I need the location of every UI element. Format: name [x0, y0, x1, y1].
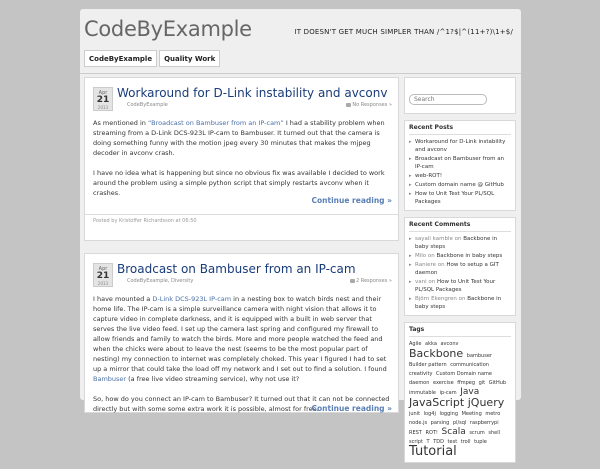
tag-link[interactable]: raspberrypi	[469, 420, 499, 426]
widget-title: Recent Posts	[409, 124, 511, 135]
date-year: 2013	[97, 281, 109, 286]
tag-link[interactable]: Meeting	[461, 411, 482, 417]
tag-link[interactable]: exercise	[433, 380, 454, 386]
recent-post-link[interactable]: ▸ Workaround for D-Link instability and avconv	[409, 138, 511, 154]
comment-author[interactable]: vani	[415, 279, 427, 285]
nav-tab-codebyexample[interactable]: CodeByExample	[84, 50, 157, 67]
comment-on: on	[428, 279, 436, 285]
comment-on: on	[458, 296, 466, 302]
comment-author[interactable]: Raniere	[415, 262, 436, 268]
tag-link[interactable]: troll	[460, 439, 471, 445]
main-nav	[84, 50, 220, 67]
tag-link[interactable]: JavaScript	[409, 396, 465, 409]
comment-post-link[interactable]: How to setup a GIT daemon	[415, 262, 499, 276]
post-title-link[interactable]: Broadcast on Bambuser from an IP-cam	[117, 262, 356, 276]
date-day: 21	[96, 271, 110, 281]
site-tagline: IT DOESN'T GET MUCH SIMPLER THAN /^1?$|^(11+?)\1+$/	[294, 28, 513, 36]
tag-link[interactable]: immutable	[409, 390, 436, 396]
recent-posts-widget	[404, 120, 516, 211]
tag-link[interactable]: tuple	[474, 439, 487, 445]
comment-post-link[interactable]: Backbone in baby steps	[415, 296, 502, 310]
tag-link[interactable]: junit	[409, 411, 421, 417]
tag-link[interactable]: Builder pattern	[409, 362, 447, 368]
tag-link[interactable]: test	[447, 439, 458, 445]
continue-reading-link[interactable]: Continue reading »	[311, 196, 392, 205]
tag-link[interactable]: log4j	[423, 411, 436, 417]
tag-link[interactable]: daemon	[409, 380, 430, 386]
post-article	[84, 77, 399, 241]
recent-comment-item	[409, 295, 511, 311]
tag-link[interactable]: Tutorial	[409, 444, 457, 459]
text-run: in a nesting box to watch birds nest and their home life. The IP-cam is a simple surveillance camera with night vision that allows it to capture video in complete darkness, and it is equipped with a built in web server that serves the live video feed. I set up the camera last spring and configured my firewall to allow friends and family to watch the birds. More and more people watched the feed and when the chicks were about to leave the nest (seems to be the most popular part of nesting) my connection to internet was completely choked. This year I figured I had to set up a mirror that could take the load off my network and I set out to find a solution. I found	[93, 295, 387, 373]
site-title[interactable]: CodeByExample	[84, 17, 252, 41]
recent-comment-item	[409, 261, 511, 277]
widget-title: Recent Comments	[409, 221, 511, 232]
main-content	[84, 77, 399, 413]
post-paragraph	[93, 118, 393, 158]
tag-link[interactable]: ffmpeg	[457, 380, 475, 386]
tag-link[interactable]: Backbone	[409, 347, 464, 360]
comment-bubble-icon	[346, 103, 351, 107]
comment-author[interactable]: Björn Ekengren	[415, 296, 457, 302]
inline-bambuser-link[interactable]: Bambuser	[93, 375, 127, 383]
responses-label: No Responses »	[352, 102, 392, 108]
post-title-link[interactable]: Workaround for D-Link instability and avconv	[117, 86, 388, 100]
sidebar	[404, 77, 516, 469]
text-run: I have mounted a	[93, 295, 153, 303]
comment-post-link[interactable]: How to Unit Test Your PL/SQL Packages	[415, 279, 496, 293]
text-run: So, how do you connect an IP-cam to Bambuser? It turned out that it can not be connected directly but with some some extra work it is possible, almost for free.	[93, 395, 390, 413]
inline-post-link[interactable]: “Broadcast on Bambuser from an IP-cam”	[147, 119, 284, 127]
search-widget	[404, 77, 516, 114]
tag-link[interactable]: T	[426, 439, 430, 445]
comment-bubble-icon	[350, 279, 355, 283]
widget-title: Tags	[409, 326, 511, 337]
inline-product-link[interactable]: D-Link DCS-923L IP-cam	[152, 295, 232, 303]
text-run: I have no idea what is happening but since no obvious fix was available I decided to work around the problem using a simple python script that simply restarts avconv when it crashes.	[93, 169, 385, 197]
page-container	[80, 9, 521, 459]
recent-post-link[interactable]: ▸ Custom domain name @ GitHub	[409, 181, 511, 189]
date-day: 21	[96, 95, 110, 105]
tags-widget	[404, 322, 516, 463]
tag-link[interactable]: ip-cam	[439, 390, 457, 396]
post-paragraph	[93, 168, 393, 198]
recent-post-link[interactable]: ▸ web-ROT!	[409, 172, 511, 180]
tag-link[interactable]: avconv	[440, 341, 459, 347]
comment-post-link[interactable]: Backbone in baby steps	[436, 253, 503, 259]
recent-post-link[interactable]: ▸ Broadcast on Bambuser from an IP-cam	[409, 155, 511, 171]
recent-comment-item	[409, 235, 511, 251]
comment-post-link[interactable]: Backbone in baby steps	[415, 236, 498, 250]
tag-link[interactable]: bambuser	[466, 353, 492, 359]
tag-link[interactable]: metro	[485, 411, 501, 417]
recent-post-link[interactable]: ▸ How to Unit Test Your PL/SQL Packages	[409, 190, 511, 206]
tag-link[interactable]: creativity	[409, 371, 433, 377]
tag-link[interactable]: Custom Domain name	[436, 371, 492, 377]
nav-divider	[80, 73, 521, 74]
responses-label: 2 Responses »	[355, 278, 392, 284]
tag-link[interactable]: shell script	[409, 430, 501, 445]
date-month: Apr	[98, 266, 108, 272]
post-category-link[interactable]: CodeByExample, Diversity	[127, 278, 194, 284]
tag-link[interactable]: REST	[409, 430, 422, 436]
tag-link[interactable]: Java	[460, 387, 480, 397]
tag-link[interactable]: logging	[439, 411, 458, 417]
post-category-link[interactable]: CodeByExample	[127, 102, 168, 108]
continue-reading-link[interactable]: Continue reading »	[311, 404, 392, 413]
search-input[interactable]	[409, 94, 487, 105]
date-month: Apr	[98, 90, 108, 96]
comment-author[interactable]: Milo	[415, 253, 427, 259]
comment-on: on	[454, 236, 462, 242]
tag-link[interactable]: TDD	[433, 439, 444, 445]
comment-on: on	[427, 253, 435, 259]
tag-link[interactable]: parsing	[430, 420, 450, 426]
post-body	[93, 118, 393, 208]
tag-link[interactable]: jQuery	[467, 396, 505, 409]
tag-link[interactable]: GitHub	[488, 380, 507, 386]
post-footer-meta: Posted by Kristoffer Richardsson at 06:50	[93, 218, 197, 224]
tag-link[interactable]: node.js	[409, 420, 428, 426]
comment-on: on	[437, 262, 445, 268]
tag-link[interactable]: Agile	[409, 341, 422, 347]
date-badge	[93, 87, 113, 111]
recent-comment-item	[409, 278, 511, 294]
post-paragraph	[93, 294, 393, 384]
tag-link[interactable]: git	[478, 380, 486, 386]
text-run: As mentioned in	[93, 119, 148, 127]
date-year: 2013	[97, 105, 109, 110]
comment-author[interactable]: sayali kamble	[415, 236, 453, 242]
text-run: I had a stability problem when streaming from a D-Link DCS-923L IP-cam to Bambuser. It turned out that the camera is doing something funny with the motion jpeg every 30 minutes that makes the mjpeg decoder in avconv crash.	[93, 119, 385, 157]
date-badge	[93, 263, 113, 287]
tag-link[interactable]: pl/sql	[452, 420, 467, 426]
nav-tab-quality-work[interactable]: Quality Work	[159, 50, 220, 67]
recent-comment-item	[409, 252, 511, 260]
tag-cloud	[409, 340, 511, 459]
post-responses-link[interactable]	[350, 278, 392, 284]
recent-comments-widget	[404, 217, 516, 316]
tag-link[interactable]: scrum	[469, 430, 485, 436]
tag-link[interactable]: akka	[425, 341, 437, 347]
post-responses-link[interactable]	[346, 102, 392, 108]
text-run: (a free live video streaming service), why not use it?	[126, 375, 300, 383]
tag-link[interactable]: Scala	[441, 427, 466, 437]
tag-link[interactable]: ROT!	[425, 430, 438, 436]
post-footer-divider	[85, 214, 398, 215]
tag-link[interactable]: communication	[450, 362, 489, 368]
post-article	[84, 253, 399, 413]
